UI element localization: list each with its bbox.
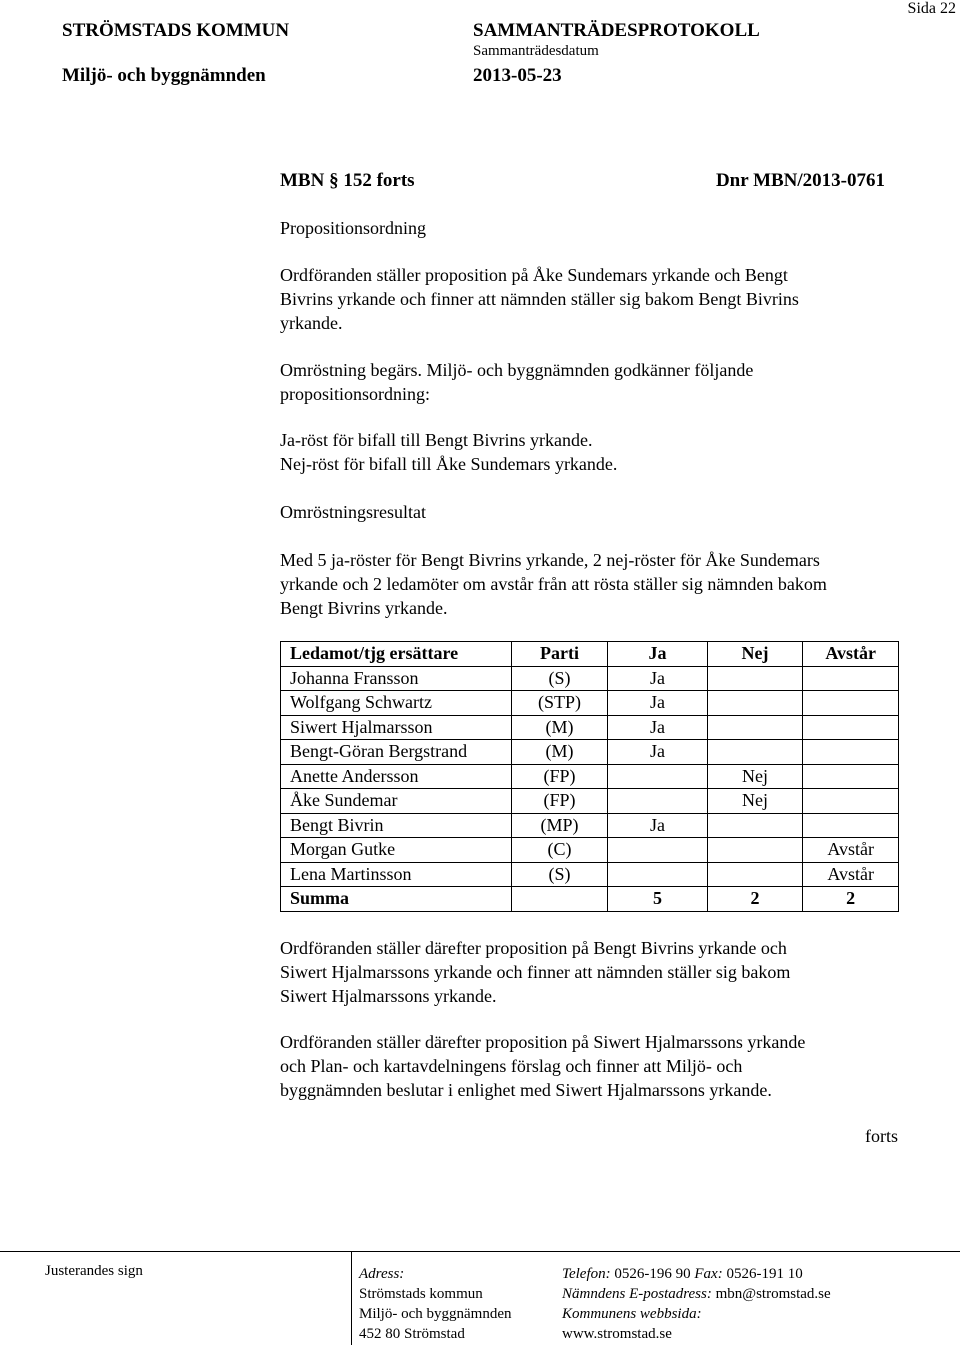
member-party: (S) <box>511 666 608 691</box>
member-name: Bengt-Göran Bergstrand <box>281 740 512 765</box>
member-party: (M) <box>511 740 608 765</box>
phone-fax-line <box>562 1264 831 1284</box>
table-row <box>281 813 899 838</box>
vote-abstain <box>803 813 899 838</box>
vote-yes <box>608 764 707 789</box>
vote-abstain <box>803 691 899 716</box>
meeting-date-label: Sammanträdesdatum <box>473 43 599 59</box>
member-name: Johanna Fransson <box>281 666 512 691</box>
vote-yes: Ja <box>608 715 707 740</box>
fax-label: Fax: <box>694 1266 723 1282</box>
sum-yes: 5 <box>608 887 707 912</box>
paragraph-second-proposition: Ordföranden ställer därefter proposition på Bengt Bivrins yrkande och Siwert Hjalmarssons yrkande och finner att nämnden ställer sig bakom Siwert Hjalmarssons yrkande. <box>280 938 791 1006</box>
vote-no <box>707 666 803 691</box>
member-name: Siwert Hjalmarsson <box>281 715 512 740</box>
member-party: (S) <box>511 862 608 887</box>
vote-no <box>707 813 803 838</box>
footer-address <box>359 1264 511 1344</box>
vote-yes: Ja <box>608 813 707 838</box>
address-line: Miljö- och byggnämnden <box>359 1306 512 1322</box>
heading-propositionsordning: Propositionsordning <box>280 218 427 238</box>
table-row <box>281 789 899 814</box>
vote-yes: Ja <box>608 740 707 765</box>
table-row <box>281 862 899 887</box>
header-abstain: Avstår <box>803 642 899 667</box>
footer-divider <box>351 1251 352 1345</box>
member-party: (FP) <box>511 789 608 814</box>
table-row <box>281 838 899 863</box>
member-name: Åke Sundemar <box>281 789 512 814</box>
vote-no <box>707 740 803 765</box>
email-address[interactable]: mbn@stromstad.se <box>715 1286 831 1302</box>
member-name: Lena Martinsson <box>281 862 512 887</box>
table-header-row <box>281 642 899 667</box>
header-member: Ledamot/tjg ersättare <box>281 642 512 667</box>
email-label: Nämndens E-postadress: <box>562 1286 712 1302</box>
department-name: Miljö- och byggnämnden <box>62 65 266 86</box>
member-name: Morgan Gutke <box>281 838 512 863</box>
vote-abstain <box>803 666 899 691</box>
member-party: (STP) <box>511 691 608 716</box>
member-name: Bengt Bivrin <box>281 813 512 838</box>
vote-yes: Ja <box>608 666 707 691</box>
table-row <box>281 691 899 716</box>
email-line <box>562 1284 831 1304</box>
paragraph-proposition: Ordföranden ställer proposition på Åke Sundemars yrkande och Bengt Bivrins yrkande och finner att nämnden ställer sig bakom Bengt Bivrins yrkande. <box>280 265 799 333</box>
phone-number: 0526-196 90 <box>614 1266 691 1282</box>
paragraph-decision: Ordföranden ställer därefter proposition på Siwert Hjalmarssons yrkande och Plan- och kartavdelningens förslag och finner att Miljö- och byggnämnden beslutar i enlighet med Siwert Hjalmarssons yrkande. <box>280 1032 806 1100</box>
vote-no: Nej <box>707 789 803 814</box>
member-party: (MP) <box>511 813 608 838</box>
paragraph-omrostning: Omröstning begärs. Miljö- och byggnämnden godkänner följande propositionsordning: <box>280 360 754 404</box>
continued-marker: forts <box>865 1126 898 1146</box>
member-party: (M) <box>511 715 608 740</box>
member-name: Wolfgang Schwartz <box>281 691 512 716</box>
meeting-date: 2013-05-23 <box>473 65 562 86</box>
address-line: 452 80 Strömstad <box>359 1326 465 1342</box>
vote-abstain <box>803 764 899 789</box>
table-row <box>281 764 899 789</box>
web-label: Kommunens webbsida: <box>562 1306 702 1322</box>
vote-abstain <box>803 715 899 740</box>
vote-table <box>280 641 899 912</box>
fax-number: 0526-191 10 <box>726 1266 803 1282</box>
table-sum-row <box>281 887 899 912</box>
web-link[interactable]: www.stromstad.se <box>562 1326 672 1342</box>
vote-no <box>707 691 803 716</box>
vote-no <box>707 715 803 740</box>
sum-abstain: 2 <box>803 887 899 912</box>
vote-yes: Ja <box>608 691 707 716</box>
vote-abstain <box>803 740 899 765</box>
vote-abstain <box>803 789 899 814</box>
header-yes: Ja <box>608 642 707 667</box>
page-number: Sida 22 <box>907 0 956 17</box>
paragraph-result: Med 5 ja-röster för Bengt Bivrins yrkande, 2 nej-röster för Åke Sundemars yrkande och 2 ledamöter om avstår från att rösta ställer sig nämnden bakom Bengt Bivrins yrkande. <box>280 550 827 618</box>
footer-rule <box>0 1251 960 1252</box>
vote-yes <box>608 838 707 863</box>
member-party: (C) <box>511 838 608 863</box>
vote-abstain: Avstår <box>803 838 899 863</box>
signature-label: Justerandes sign <box>45 1263 143 1279</box>
member-name: Anette Andersson <box>281 764 512 789</box>
sum-party <box>511 887 608 912</box>
sum-no: 2 <box>707 887 803 912</box>
protocol-title: SAMMANTRÄDESPROTOKOLL <box>473 20 760 41</box>
table-row <box>281 740 899 765</box>
heading-omrostningsresultat: Omröstningsresultat <box>280 502 426 522</box>
header-party: Parti <box>511 642 608 667</box>
phone-label: Telefon: <box>562 1266 611 1282</box>
address-line: Strömstads kommun <box>359 1286 483 1302</box>
paragraph-voting-options: Ja-röst för bifall till Bengt Bivrins yrkande. Nej-röst för bifall till Åke Sundemars yrkande. <box>280 430 618 474</box>
table-row <box>281 715 899 740</box>
vote-yes <box>608 862 707 887</box>
organization-name: STRÖMSTADS KOMMUN <box>62 20 290 41</box>
case-dnr: Dnr MBN/2013-0761 <box>715 170 885 191</box>
footer-contact <box>562 1264 831 1344</box>
vote-yes <box>608 789 707 814</box>
member-party: (FP) <box>511 764 608 789</box>
address-label: Adress: <box>359 1266 405 1282</box>
sum-label: Summa <box>281 887 512 912</box>
vote-no <box>707 862 803 887</box>
table-row <box>281 666 899 691</box>
vote-abstain: Avstår <box>803 862 899 887</box>
vote-no: Nej <box>707 764 803 789</box>
vote-no <box>707 838 803 863</box>
case-paragraph: MBN § 152 forts <box>280 170 415 191</box>
header-no: Nej <box>707 642 803 667</box>
